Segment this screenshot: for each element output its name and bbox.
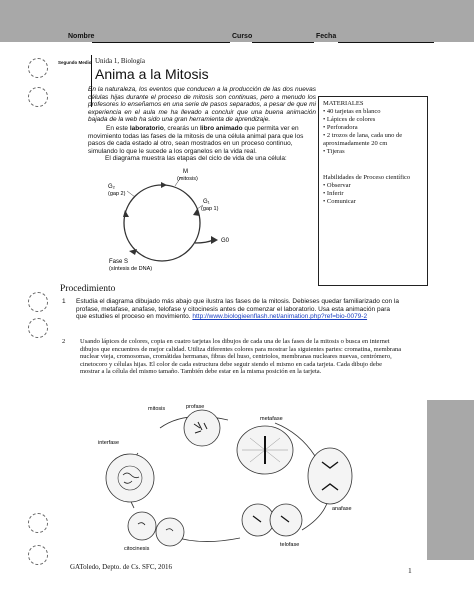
binder-hole-icon [28,545,48,565]
citocinesis-label: citocinesis [124,546,150,552]
fecha-label: Fecha [316,33,337,40]
materials-item: • 2 trozos de lana, cada uno de aproximadamente 20 cm [323,132,403,147]
binder-hole-icon [28,87,48,107]
g2-leader-line [127,191,135,197]
citocinesis-cell-left [128,512,156,540]
g1-sub-label: (gap 1) [201,206,219,212]
intro-paragraph-2 [88,125,316,155]
binder-hole-icon [28,318,48,338]
side-tab [427,400,474,560]
step-1-text [76,298,402,321]
profase-cell [184,410,220,446]
skills-item: • Inferir [323,190,344,197]
m-label: M [183,169,188,175]
s-label: Fase S [109,259,129,265]
binder-hole-icon [28,292,48,312]
skills-list [323,182,423,206]
materials-item: • Lápices de colores [323,116,376,123]
step-1-number: 1 [62,298,66,305]
s-sub-label: (síntesis de DNA) [109,266,153,272]
binder-hole-icon [28,58,48,78]
m-sub-label: (mitosis) [177,176,198,182]
grade-tag: Segundo Medio [58,60,92,65]
materials-box [318,96,428,286]
anafase-label: anafase [332,506,352,512]
intro-p2-bold-book: libro animado [199,125,243,132]
arrow-head-icon [161,182,167,188]
curso-line[interactable] [252,42,314,43]
step-1-body: Estudia el diagrama dibujado más abajo que ilustra las fases de la mitosis. Debieses quedar familiarizado con la profase, metafase, anafase, telofase y citocinesis antes de comenzar el laboratorio. Usa esta animación para que estudies el proceso en movimiento. [76,298,400,321]
anafase-cell [308,448,352,504]
materials-list [323,108,423,156]
step-2-number: 2 [62,338,66,345]
g1-label: G₁ [203,199,210,205]
metafase-label: metafase [260,416,283,422]
cell-cycle-diagram [105,165,245,277]
intro-paragraph-1: En la naturaleza, los eventos que conducen a la producción de las dos nuevas células hijas durante el proceso de mitosis son continuas, pero a menudo los profesores lo enseñamos en una serie de pasos separados, a pesar de que mi experiencia en el aula me ha llevado a concluir que una buena animación bajada de la web ha sido una gran herramienta de aprendizaje. [88,86,316,124]
g0-exit-arrow [195,240,213,243]
unit-label: Unida 1, Biología [95,57,145,65]
nombre-line[interactable] [92,42,230,43]
page-number: 1 [408,566,412,575]
g2-label: G₂ [108,184,115,190]
materials-item: • Tijeras [323,148,345,155]
intro-p2-text-c: que permita ver en movimiento todas las fases de la mitosis de una célula animal para que los pasos de cada estado al otro, sean mostrados en un proceso continuo, simulando lo que le sucede a los organelos en la vida real. [88,125,304,155]
nombre-label: Nombre [68,33,95,40]
intro-p2-bold-lab: laboratorio [129,125,164,132]
binder-hole-icon [28,513,48,533]
mitosis-label: mitosis [148,406,166,412]
skills-item: • Comunicar [323,198,356,205]
mitosis-phases-diagram [90,398,390,554]
telofase-label: telofase [280,542,300,548]
interfase-label: interfase [98,440,120,446]
header-fields [58,33,434,45]
intro-p2-text-b: , crearás un [163,125,200,132]
interfase-cell [106,454,154,502]
g0-label: G0 [221,238,230,244]
curso-label: Curso [232,33,253,40]
skills-heading: Habilidades de Proceso científico [323,174,411,181]
g2-sub-label: (gap 2) [108,191,126,197]
step-2-text: Usando lápices de colores, copia en cuatro tarjetas los dibujos de cada una de las fases de la mitosis o busca en internet dibujos que encuentres de mejor calidad. Utiliza diferentes colores para mostrar las siguientes partes: cromatina, membrana nuclear vieja, cromosomas, cromátidas hermanas, fibras del huso, centriolos, membranas nucleares nuevas, centrómero, cinetocoro y células hijas. El color de cada estructura debe seguir siendo el mismo en cada tarjeta. Cada dibujo debe mostrar a la célula del mismo tamaño. También debe estar en la misma posición en la tarjeta. [80,338,402,376]
page-title: Anima a la Mitosis [95,66,209,82]
intro-p2-text-a: En este [106,125,130,132]
footer-credit: GAToledo, Depto. de Cs. SFC, 2016 [70,563,172,571]
profase-label: profase [186,404,205,410]
materials-heading: MATERIALES [323,100,364,107]
materials-item: • 40 tarjetas en blanco [323,108,381,115]
arrow-head-icon [211,236,218,244]
procedure-heading: Procedimiento [60,284,116,294]
materials-item: • Perforadora [323,124,358,131]
animation-link[interactable]: http://www.biologieenflash.net/animation.php?ref=bio-0079-2 [192,313,368,321]
skills-item: • Observar [323,182,351,189]
arrow-head-icon [129,249,137,255]
fecha-line[interactable] [338,42,434,43]
citocinesis-cell-right [156,518,184,546]
intro-paragraph-3: El diagrama muestra las etapas del ciclo de vida de una célula: [105,155,287,162]
